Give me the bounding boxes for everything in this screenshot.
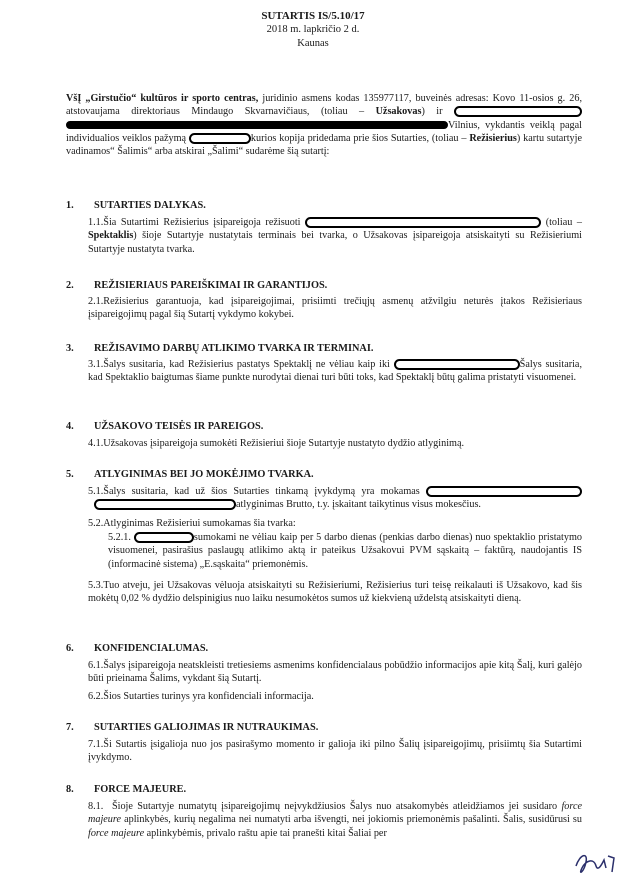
org-name: VšĮ „Girstučio“ kultūros ir sporto centras, xyxy=(66,93,259,104)
section-heading xyxy=(66,343,373,354)
section-number: 8. xyxy=(66,784,74,795)
redaction-box xyxy=(94,499,236,510)
role-director: Režisierius xyxy=(469,132,517,144)
text: (toliau – xyxy=(541,217,583,228)
redaction-box xyxy=(66,121,448,129)
sub-number: 8.1. xyxy=(88,801,104,812)
paragraph-2-1: 2.1.Režisierius garantuoja, kad įsipareigojimai, prisiimti trečiųjų asmenų atžvilgiu neturės įtakos Režisieriaus įsipareigojimų pagal šią Sutartį vykdymo kokybei. xyxy=(88,296,582,321)
intro-text-5: ) kartu sutartyje vadinamos“ Šalimis“ arba atskirai „Šalimi“ sudarėme šią sutartį: xyxy=(66,132,582,158)
section-number: 5. xyxy=(66,469,74,480)
text: Šioje Sutartyje numatytų įsipareigojimų neįvykdžiusios Šalys nuo atsakomybės atleidžiamos jei susidaro xyxy=(111,801,562,812)
redaction-box xyxy=(426,486,582,497)
text: Šalys susitaria, kad Spektaklio baigtumas šiame punkte nurodytai dienai turi būti toks, kad Spektaklį būtų galima pristatyti visuomenei. xyxy=(88,359,583,384)
section-number: 6. xyxy=(66,643,74,654)
redaction-box xyxy=(305,217,541,228)
section-number: 1. xyxy=(66,200,74,211)
section-heading xyxy=(66,200,206,211)
paragraph-1-1 xyxy=(88,216,582,256)
redaction-box xyxy=(134,532,194,543)
term-performance: Spektaklis xyxy=(88,230,134,242)
section-heading xyxy=(66,643,208,654)
text: aplinkybėmis, privalo raštu apie tai pranešti kitai Šaliai per xyxy=(144,827,387,839)
section-title: FORCE MAJEURE. xyxy=(94,784,187,795)
text: 1.1.Šia Sutartimi Režisierius įsipareigoja režisuoti xyxy=(88,217,306,228)
paragraph-6-1: 6.1.Šalys įsipareigoja neatskleisti tretiesiems asmenims konfidencialaus pobūdžio informacijos apie kitą Šalį, kuri galėjo būti prieinama Šalims, vykdant šią Sutartį. xyxy=(88,660,582,685)
text: 3.1.Šalys susitaria, kad Režisierius pastatys Spektaklį ne vėliau kaip iki xyxy=(88,359,394,370)
text: 5.1.Šalys susitaria, kad už šios Sutarties tinkamą įvykdymą yra mokamas xyxy=(88,486,426,497)
section-number: 2. xyxy=(66,280,74,291)
intro-paragraph xyxy=(66,92,582,158)
text: sumokami ne vėliau kaip per 5 darbo dienas (penkias darbo dienas) nuo spektaklio pristatymo visuomenei, pasirašius paslaugų atlikimo aktą ir pateikus Užsakovui PVM sąskaitą – faktūrą, naudojantis IS (informacinė sistema) „E.sąskaita“ priemonėmis. xyxy=(108,532,582,570)
contract-city: Kaunas xyxy=(297,38,329,49)
section-heading xyxy=(66,421,263,432)
term-force-majeure: force majeure xyxy=(88,827,145,839)
section-title: KONFIDENCIALUMAS. xyxy=(94,643,209,654)
sub-number: 5.2.1. xyxy=(108,532,131,543)
contract-title: SUTARTIS IS/5.10/17 xyxy=(261,10,365,22)
section-number: 7. xyxy=(66,722,74,733)
section-title: REŽISAVIMO DARBŲ ATLIKIMO TVARKA IR TERMINAI. xyxy=(94,343,374,354)
section-number: 4. xyxy=(66,421,74,432)
section-heading xyxy=(66,784,186,795)
section-title: ATLYGINIMAS BEI JO MOKĖJIMO TVARKA. xyxy=(94,469,314,480)
paragraph-5-2-1 xyxy=(108,531,582,571)
intro-text-4: kurios kopija pridedama prie šios Sutarties, (toliau – xyxy=(250,132,470,144)
text: ) šioje Sutartyje nustatytais terminais bei tvarka, o Užsakovas įsipareigoja atsiskaityti su Režisieriumi Sutartyje nustatyta tvarka. xyxy=(88,230,582,255)
text: atlyginimas Brutto, t.y. įskaitant taikytinus visus mokesčius. xyxy=(236,499,481,511)
paragraph-5-3: 5.3.Tuo atveju, jei Užsakovas vėluoja atsiskaityti su Režisieriumi, Režisierius turi teisę reikalauti iš Užsakovo, kad šis mokėtų 0,02 % dydžio delspinigius nuo laiku nesumokėtos sumos už kiekvieną uždelstą atsiskaityti dieną. xyxy=(88,580,582,605)
section-heading xyxy=(66,469,314,480)
text: aplinkybės, kurių negalima nei numatyti arba išvengti, nei jokiomis priemonėmis pašalinti. Šalis, susidūrusi su xyxy=(121,814,582,826)
section-title: REŽISIERIAUS PAREIŠKIMAI IR GARANTIJOS. xyxy=(94,280,328,291)
paragraph-3-1 xyxy=(88,358,582,385)
section-number: 3. xyxy=(66,343,74,354)
redaction-box xyxy=(454,106,582,117)
paragraph-5-2: 5.2.Atlyginimas Režisieriui sumokamas šia tvarka: xyxy=(88,518,296,529)
term-force-majeure: force majeure xyxy=(88,801,583,826)
intro-text-2: ) ir xyxy=(421,106,454,118)
role-customer: Užsakovas xyxy=(375,106,422,118)
section-heading xyxy=(66,280,327,291)
paragraph-4-1: 4.1.Užsakovas įsipareigoja sumokėti Režisieriui šioje Sutartyje nustatyto dydžio atlyginimą. xyxy=(88,438,465,449)
handwritten-signature xyxy=(570,846,618,880)
section-title: SUTARTIES DALYKAS. xyxy=(94,200,206,211)
redaction-box xyxy=(394,359,520,370)
section-title: SUTARTIES GALIOJIMAS IR NUTRAUKIMAS. xyxy=(94,722,319,733)
paragraph-5-1 xyxy=(88,485,582,512)
redaction-box xyxy=(189,133,251,144)
contract-date: 2018 m. lapkričio 2 d. xyxy=(266,24,360,35)
section-heading xyxy=(66,722,318,733)
section-title: UŽSAKOVO TEISĖS IR PAREIGOS. xyxy=(94,421,264,432)
intro-text-3: Vilnius, vykdantis veiklą pagal individualios veiklos pažymą xyxy=(66,119,582,144)
paragraph-7-1: 7.1.Ši Sutartis įsigalioja nuo jos pasirašymo momento ir galioja iki pilno Šalių įsipareigojimų, prisiimtų šia Sutartimi įvykdymo. xyxy=(88,739,582,764)
paragraph-8-1 xyxy=(88,800,582,840)
intro-text-1: juridinio asmens kodas 135977117, buveinės adresas: Kovo 11-osios g. 26, atstovaujama direktoriaus Mindaugo Skvarnavičiaus, (toliau – xyxy=(66,93,582,118)
paragraph-6-2: 6.2.Šios Sutarties turinys yra konfidenciali informacija. xyxy=(88,691,314,702)
